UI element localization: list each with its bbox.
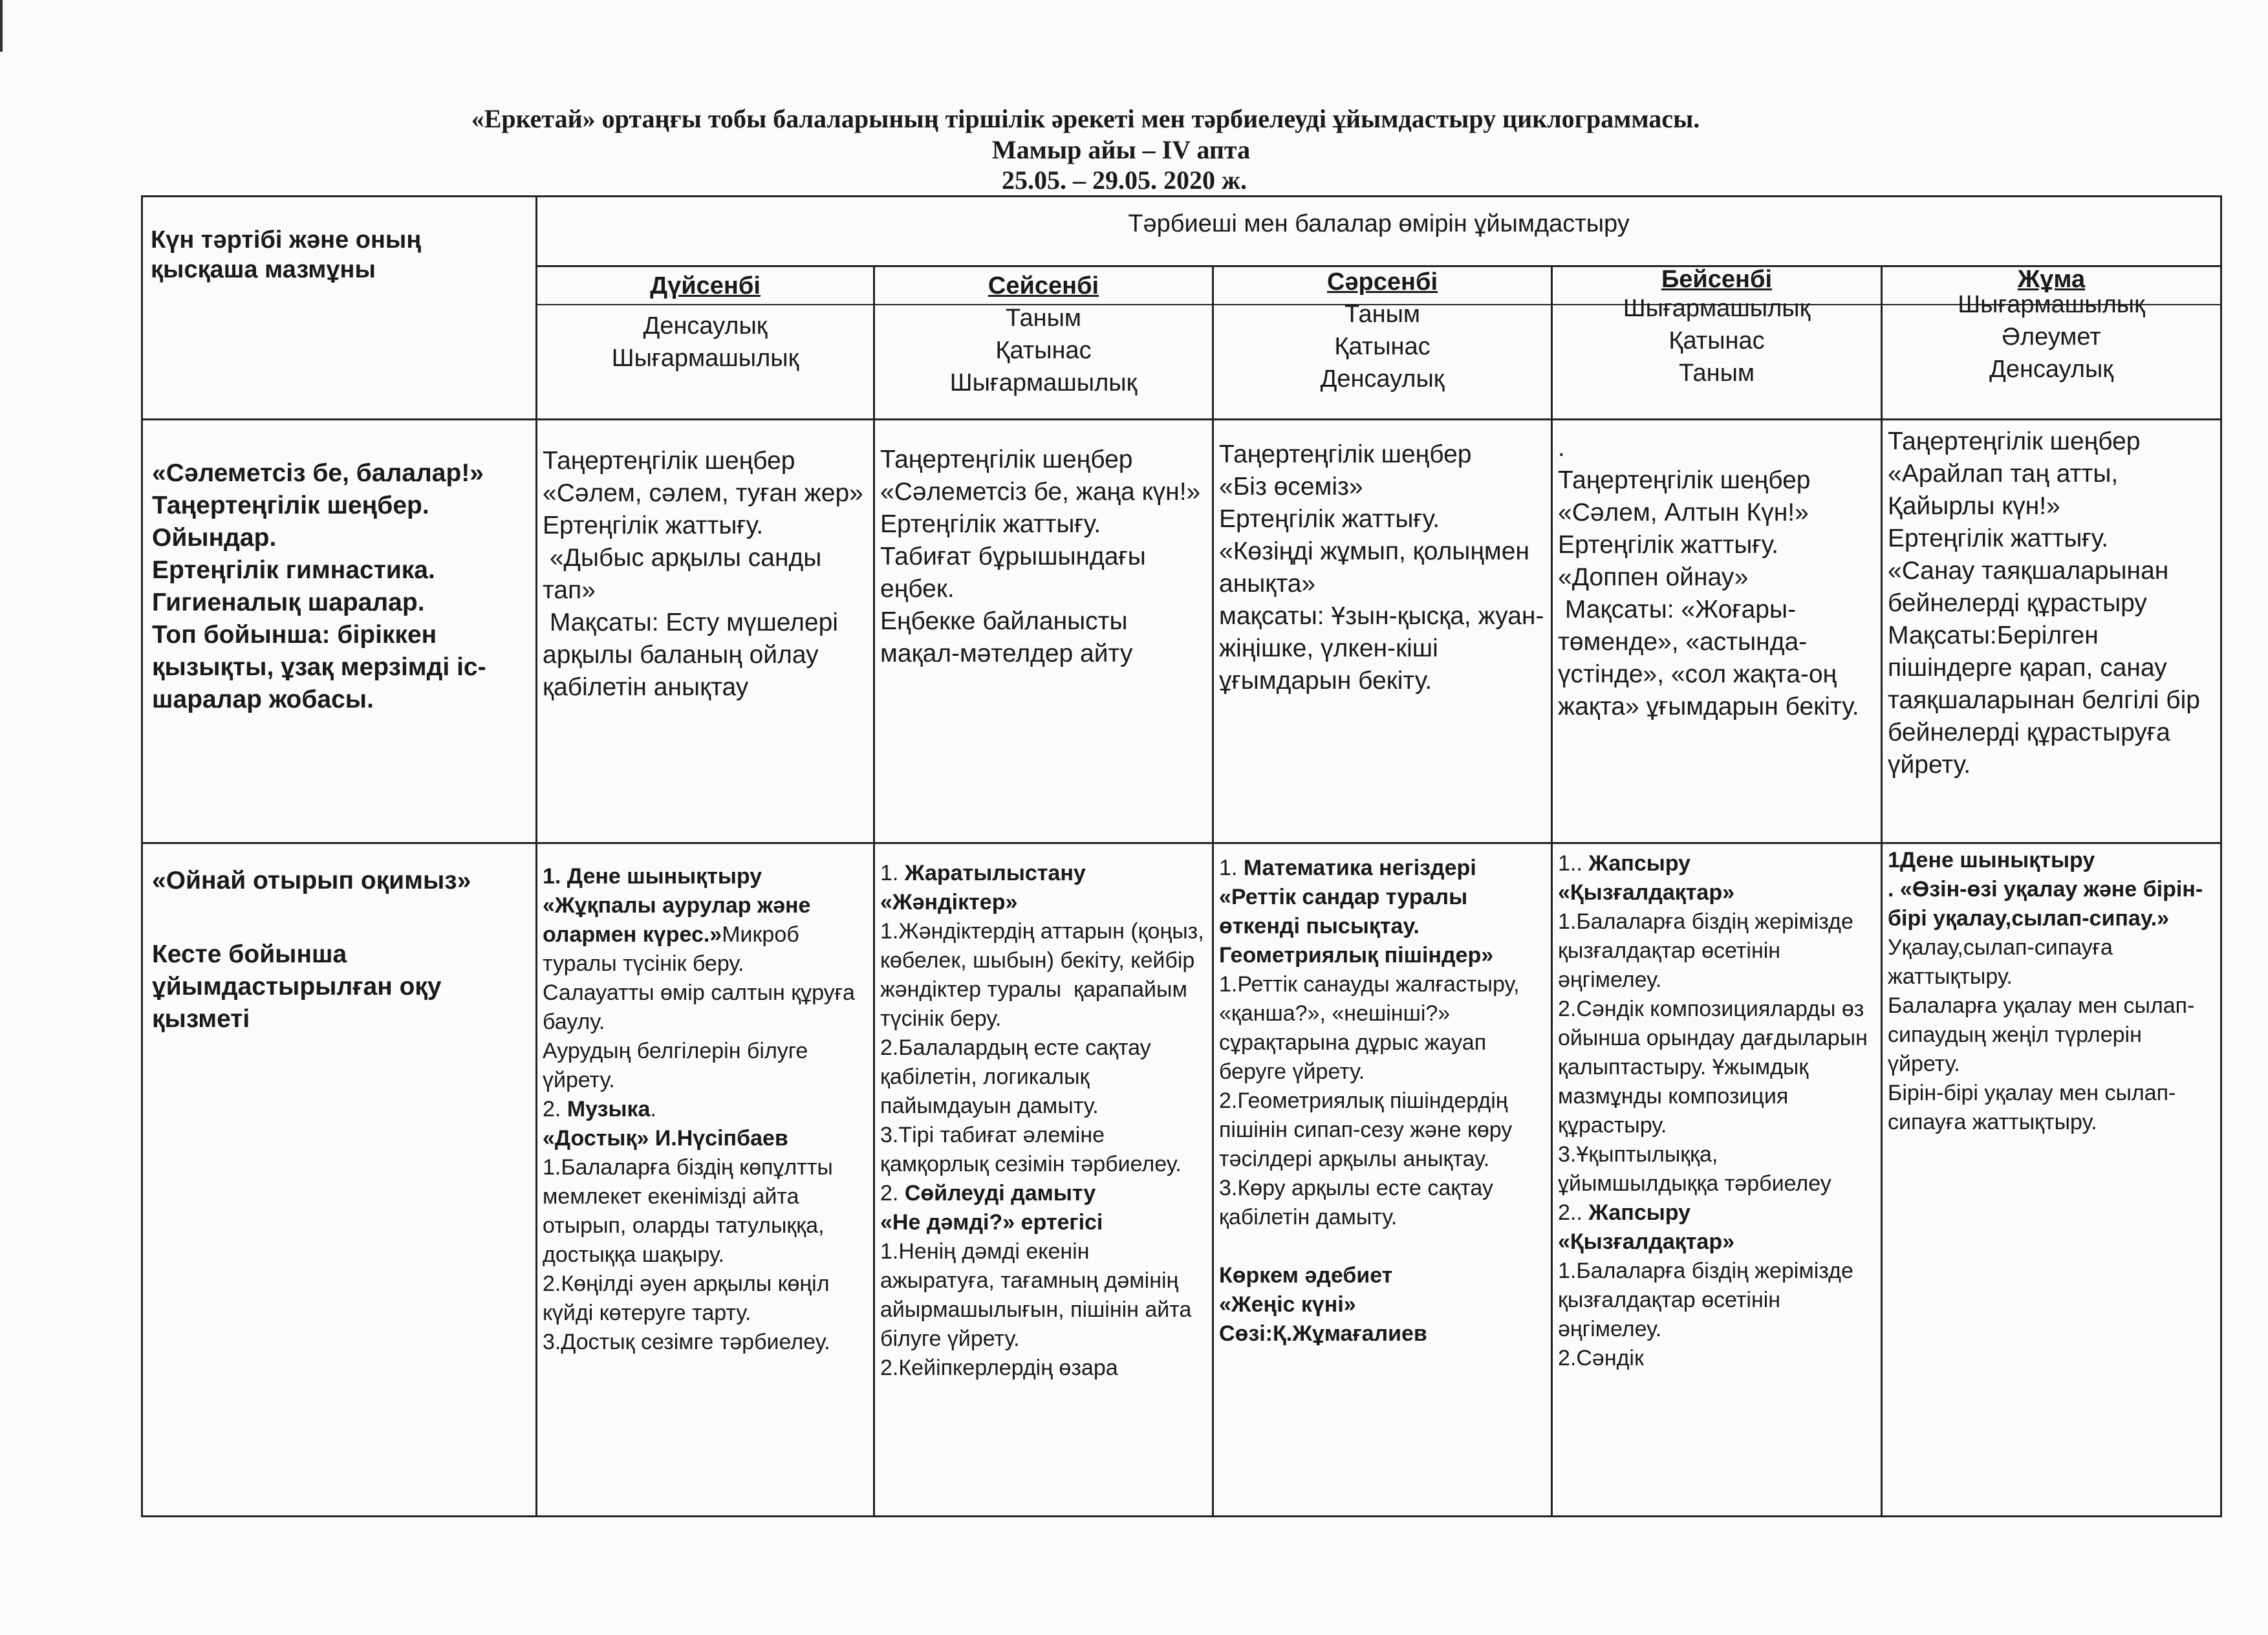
bold-segment: Музыка [567,1097,651,1121]
day-thursday: Бейсенбі [1661,266,1773,293]
row-divider-header [141,418,2222,420]
row-lessons-label-desc: Кесте бойынша ұйымдастырылған оқу қызметі [152,940,449,1033]
bold-segment: Математика негіздері «Реттік сандар туралы өткенді пысықтау. Геометриялық пішіндер» [1219,856,1494,968]
bold-segment: 1. Дене шынықтыру «Жұқпалы аурулар және олармен күрес.» [543,864,811,947]
lessons-friday [1883,842,2220,1515]
cyclogram-table [141,195,2222,1517]
lessons-thursday-text: 1.. Жапсыру «Қызғалдақтар» 1.Балаларға біздің жерімізде қызғалдақтар өсетінін әңгімелеу. 2.Сәндік композицияларды өз ойынша орындау дағдыларын қалыптастыру. Ұжымдық мазмұнды композиция құрастыру. 3.Ұқыптылыққа, ұйымшылдыққа тәрбиелеу 2.. Жапсыру «Қызғалдақтар» 1.Балаларға біздің жерімізде қызғалдақтар өсетінін әңгімелеу. 2.Сәндік [1558,851,1868,1370]
bold-segment: Жаратылыстану «Жәндіктер» [880,861,1086,915]
areas-tuesday: Таным Қатынас Шығармашылық [949,305,1138,396]
morning-friday: Таңертеңгілік шеңбер «Арайлап таң атты, Қайырлы күн!» Ертеңгілік жаттығу. «Санау таяқшаларынан бейнелерді құрастыру Мақсаты:Берілген пішіндерге қарап, санау таяқшаларынан белгілі бір бейнелерді құрастыруға үйрету. [1888,428,2200,779]
areas-friday: Шығармашылық Әлеумет Денсаулық [1958,291,2145,383]
lessons-friday-text: 1Дене шынықтыру . «Өзін-өзі уқалау және бірін-бірі уқалау,сылап-сипау.» Уқалау,сылап-сипауға жаттықтыру. Балаларға уқалау мен сылап-сипаудың жеңіл түрлерін үйрету. Бірін-бірі уқалау мен сылап-сипауға жаттықтыру. [1888,848,2203,1134]
morning-tuesday: Таңертеңгілік шеңбер «Сәлеметсіз бе, жаңа күн!» Ертеңгілік жаттығу. Табиғат бұрышындағы еңбек. Еңбекке байланысты мақал-мәтелдер айту [880,446,1201,667]
bold-segment: «Достық» И.Нүсіпбаев [543,1126,788,1151]
lessons-monday [537,858,873,1515]
document-title: «Еркетай» ортаңғы тобы балаларының тіршілік әрекеті мен тәрбиелеуді ұйымдастыру циклограммасы. [471,104,1700,133]
scan-edge-mark [0,0,3,52]
row-lessons-label [144,858,532,1182]
corner-header: Күн тәртібі және оның қысқаша мазмұны [151,226,422,283]
day-monday: Дүйсенбі [650,272,761,299]
lessons-tuesday-text: 1. Жаратылыстану «Жәндіктер» 1.Жәндіктердің аттарын (қоңыз, көбелек, шыбын) бекіту, кейбір жәндіктер туралы қарапайым түсінік беру. 2.Балалардың есте сақтау қабілетін, логикалық пайымдауын дамыту. 3.Тірі табиғат әлеміне қамқорлық сезімін тәрбиелеу. 2. Сөйлеуді дамыту «Не дәмді?» ертегісі 1.Ненің дәмді екенін ажыратуға, тағамның дәмінің айырмашылығын, пішінін айта білуге үйрету. 2.Кейіпкерлердің өзара [880,861,1204,1380]
table-border-top [141,195,2222,197]
morning-monday: Таңертеңгілік шеңбер «Сәлем, сәлем, туған жер» Ертеңгілік жаттығу. «Дыбыс арқылы санды тап» Мақсаты: Есту мүшелері арқылы баланың ойлау қабілетін анықтау [543,447,863,701]
areas-thursday: Шығармашылық Қатынас Таным [1623,295,1811,387]
row-morning-label: «Сәлеметсіз бе, балалар!» Таңертеңгілік шеңбер. Ойындар. Ертеңгілік гимнастика. Гигиеналық шаралар. Топ бойынша: біріккен қызықты, ұзақ мерзімді іс-шаралар жобасы. [152,459,486,713]
day-tuesday: Сейсенбі [988,272,1099,299]
document-title-block [0,103,2268,195]
lessons-thursday [1553,845,1881,1515]
lessons-monday-text: 1. Дене шынықтыру «Жұқпалы аурулар және олармен күрес.»Микроб туралы түсінік беру. Салауатты өмір салтын құруға баулу. Аурудың белгілерін білуге үйрету. 2. Музыка. «Достық» И.Нүсіпбаев 1.Балаларға біздің көпұлтты мемлекет екенімізді айта отырып, оларды татулыққа, достыққа шақыру. 2.Көңілді әуен арқылы көңіл күйді көтеруге тарту. 3.Достық сезімге тәрбиелеу. [543,864,855,1354]
table-border-bottom [141,1515,2222,1517]
bold-segment: Көркем әдебиет «Жеңіс күні» Сөзі:Қ.Жұмағалиев [1219,1263,1427,1346]
lessons-wednesday-text: 1. Математика негіздері «Реттік сандар туралы өткенді пысықтау. Геометриялық пішіндер» 1.Реттік санауды жалғастыру, «қанша?», «нешінші?» сұрақтарына дұрыс жауап беруге үйрету. 2.Геометриялық пішіндердің пішінін сипап-сезу және көру тәсілдері арқылы анықтау. 3.Көру арқылы есте сақтау қабілетін дамыту. Көркем әдебиет «Жеңіс күні» Сөзі:Қ.Жұмағалиев [1219,856,1520,1346]
table-border-right [2220,195,2222,1517]
top-header: Тәрбиеші мен балалар өмірін ұйымдастыру [1128,210,1630,237]
day-wednesday: Сәрсенбі [1326,268,1438,296]
day-friday: Жұма [2017,266,2086,293]
bold-segment: Сөйлеуді дамыту «Не дәмді?» ертегісі [880,1181,1103,1235]
document-subtitle-month: Мамыр айы – IV апта [991,135,1251,164]
bold-segment: Жапсыру «Қызғалдақтар» [1558,1200,1735,1254]
table-border-left [141,195,143,1517]
morning-thursday: . Таңертеңгілік шеңбер «Сәлем, Алтын Күн!» Ертеңгілік жаттығу. «Доппен ойнау» Мақсаты: «Жоғары-төменде», «астында-үстінде», «сол жақта-оң жақта» ұғымдарын бекіту. [1558,434,1859,720]
areas-wednesday: Таным Қатынас Денсаулық [1320,301,1445,393]
bold-segment: 1Дене шынықтыру . «Өзін-өзі уқалау және бірін-бірі уқалау,сылап-сипау.» [1888,848,2203,931]
lessons-tuesday [875,855,1212,1515]
bold-segment: Жапсыру «Қызғалдақтар» [1558,851,1735,905]
lessons-wednesday [1214,850,1551,1515]
row-lessons-label-title: «Ойнай отырып оқимыз» [152,867,471,894]
document-subtitle-dates: 25.05. – 29.05. 2020 ж. [1001,166,1247,195]
areas-monday: Денсаулық Шығармашылық [611,312,799,372]
morning-wednesday: Таңертеңгілік шеңбер «Біз өсеміз» Ертеңгілік жаттығу. «Көзіңді жұмып, қолыңмен анықта» мақсаты: Ұзын-қысқа, жуан-жіңішке, үлкен-кіші ұғымдарын бекіту. [1219,440,1544,695]
